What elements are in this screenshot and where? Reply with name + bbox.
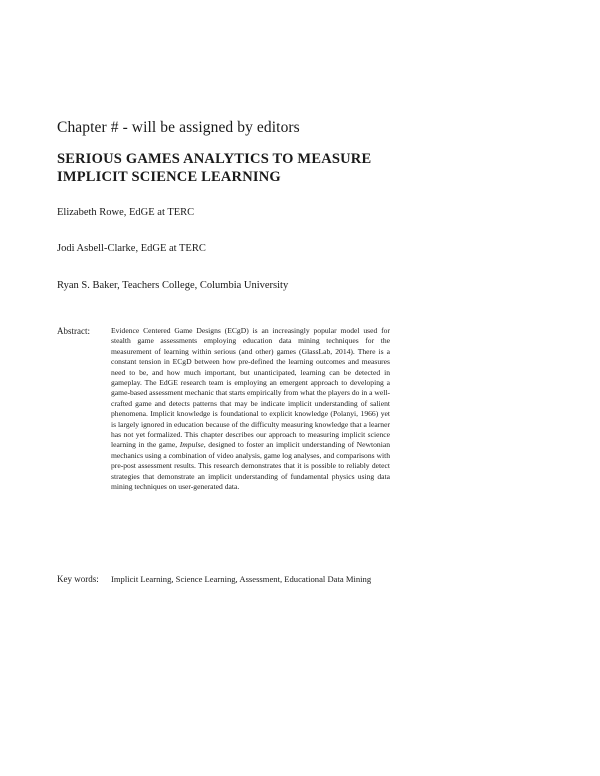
author-3: Ryan S. Baker, Teachers College, Columbia University <box>57 280 289 291</box>
paper-title <box>57 150 477 186</box>
author-2: Jodi Asbell-Clarke, EdGE at TERC <box>57 243 206 254</box>
abstract-game-title: Impulse <box>179 440 204 450</box>
keywords-list: Implicit Learning, Science Learning, Assessment, Educational Data Mining <box>111 574 372 584</box>
keywords-label: Key words: <box>57 574 99 584</box>
paper-title-line-1: SERIOUS GAMES ANALYTICS TO MEASURE <box>57 151 372 167</box>
author-1: Elizabeth Rowe, EdGE at TERC <box>57 207 195 218</box>
abstract-label: Abstract: <box>57 326 90 336</box>
abstract-body <box>111 326 390 493</box>
paper-title-line-2: IMPLICIT SCIENCE LEARNING <box>57 169 281 185</box>
abstract-text-part-1: Evidence Centered Game Designs (ECgD) is an increasingly popular model used for stealth game assessments employing education data mining techniques for the measurement of learning within serious (and other) games (GlassLab, 2014). There is a constant tension in ECgD between how pre-defined the learning outcomes and measures need to be, and how much important, but unanticipated, learning can be detected in gameplay. The EdGE research team is employing an emergent approach to developing a game-based assessment mechanic that starts empirically from what the players do in a well-crafted game and detects patterns that may be indicate implicit understanding of salient phenomena. Implicit knowledge is foundational to explicit knowledge (Polanyi, 1966) yet is largely ignored in education because of the difficulty measuring knowledge that a learner has not yet formalized. This chapter describes our approach to measuring implicit science learning in the game, <box>111 326 390 450</box>
abstract-text-part-2: , designed to foster an implicit understanding of Newtonian mechanics using a combination of video analysis, game log analyses, and comparisons with pre-post assessment results. This research demonstrates that it is possible to reliably detect strategies that demonstrate an implicit understanding of fundamental physics using data mining techniques on user-generated data. <box>111 440 390 492</box>
chapter-heading: Chapter # - will be assigned by editors <box>57 119 300 136</box>
